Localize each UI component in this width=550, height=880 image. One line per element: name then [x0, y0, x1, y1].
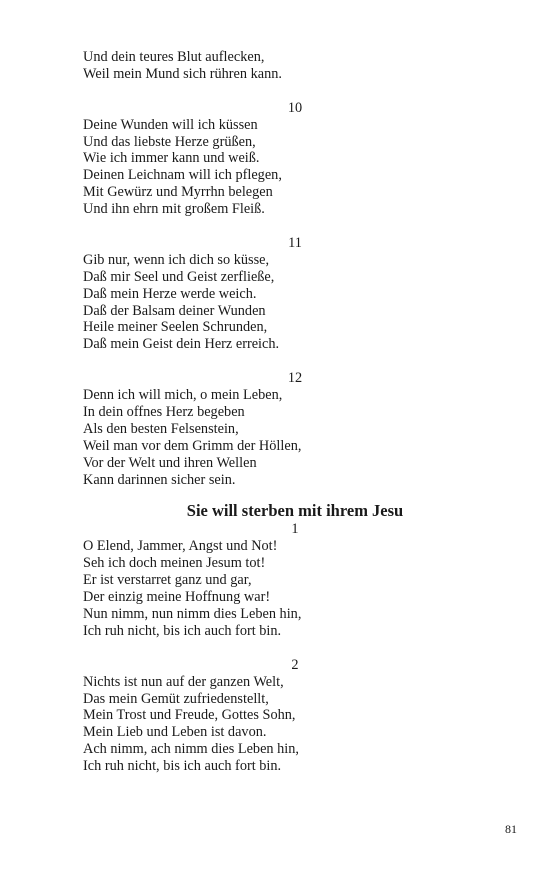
verse-line: Er ist verstarret ganz und gar,: [83, 572, 252, 589]
verse-line: Und das liebste Herze grüßen,: [83, 133, 256, 150]
stanza-number: 11: [288, 235, 302, 252]
verse-line: Das mein Gemüt zufriedenstellt,: [83, 690, 269, 707]
verse-line: Nichts ist nun auf der ganzen Welt,: [83, 673, 284, 690]
stanza-number: 12: [287, 370, 303, 387]
stanza-number: 1: [291, 521, 299, 538]
stanza-continuation: [83, 49, 443, 83]
verse-line: Als den besten Felsenstein,: [83, 420, 239, 437]
verse-line: Und ihn ehrn mit großem Fleiß.: [83, 201, 265, 218]
verse-line: Mein Lieb und Leben ist davon.: [83, 724, 267, 741]
verse-line: Kann darinnen sicher sein.: [83, 471, 236, 488]
poem-stanza-2: [83, 657, 443, 775]
verse-line: Gib nur, wenn ich dich so küsse,: [83, 251, 270, 268]
stanza-number: 10: [287, 99, 303, 116]
verse-line: Denn ich will mich, o mein Leben,: [83, 387, 283, 404]
verse-line: Heile meiner Seelen Schrunden,: [83, 319, 268, 336]
verse-line: Ach nimm, ach nimm dies Leben hin,: [83, 741, 299, 758]
poem-title: Sie will sterben mit ihrem Jesu: [186, 501, 404, 521]
verse-line: Der einzig meine Hoffnung war!: [83, 589, 271, 606]
verse-line: Ich ruh nicht, bis ich auch fort bin.: [83, 758, 282, 775]
verse-line: Seh ich doch meinen Jesum tot!: [83, 555, 266, 572]
verse-line: Mit Gewürz und Myrrhn belegen: [83, 184, 273, 201]
verse-line: Daß der Balsam deiner Wunden: [83, 302, 266, 319]
verse-line: Ich ruh nicht, bis ich auch fort bin.: [83, 622, 282, 639]
verse-line: Daß mein Herze werde weich.: [83, 285, 257, 302]
verse-line: Und dein teures Blut auflecken,: [83, 49, 265, 65]
stanza-12: [83, 370, 443, 488]
verse-line: Wie ich immer kann und weiß.: [83, 150, 260, 167]
stanza-number: 2: [291, 656, 299, 673]
verse-line: Nun nimm, nun nimm dies Leben hin,: [83, 605, 302, 622]
verse-line: O Elend, Jammer, Angst und Not!: [83, 538, 278, 555]
verse-line: Weil mein Mund sich rühren kann.: [83, 65, 282, 82]
verse-line: Deinen Leichnam will ich pflegen,: [83, 167, 282, 184]
page-number: 81: [505, 822, 517, 836]
verse-line: Deine Wunden will ich küssen: [83, 116, 258, 133]
verse-line: Weil man vor dem Grimm der Höllen,: [83, 437, 302, 454]
verse-line: Mein Trost und Freude, Gottes Sohn,: [83, 707, 296, 724]
verse-line: Daß mir Seel und Geist zerfließe,: [83, 268, 275, 285]
stanza-11: [83, 235, 443, 353]
stanza-10: [83, 100, 443, 218]
poem-stanza-1: [83, 521, 443, 639]
verse-line: Vor der Welt und ihren Wellen: [83, 454, 257, 471]
verse-line: Daß mein Geist dein Herz erreich.: [83, 336, 280, 353]
text-column: [83, 49, 443, 775]
verse-line: In dein offnes Herz begeben: [83, 404, 245, 421]
